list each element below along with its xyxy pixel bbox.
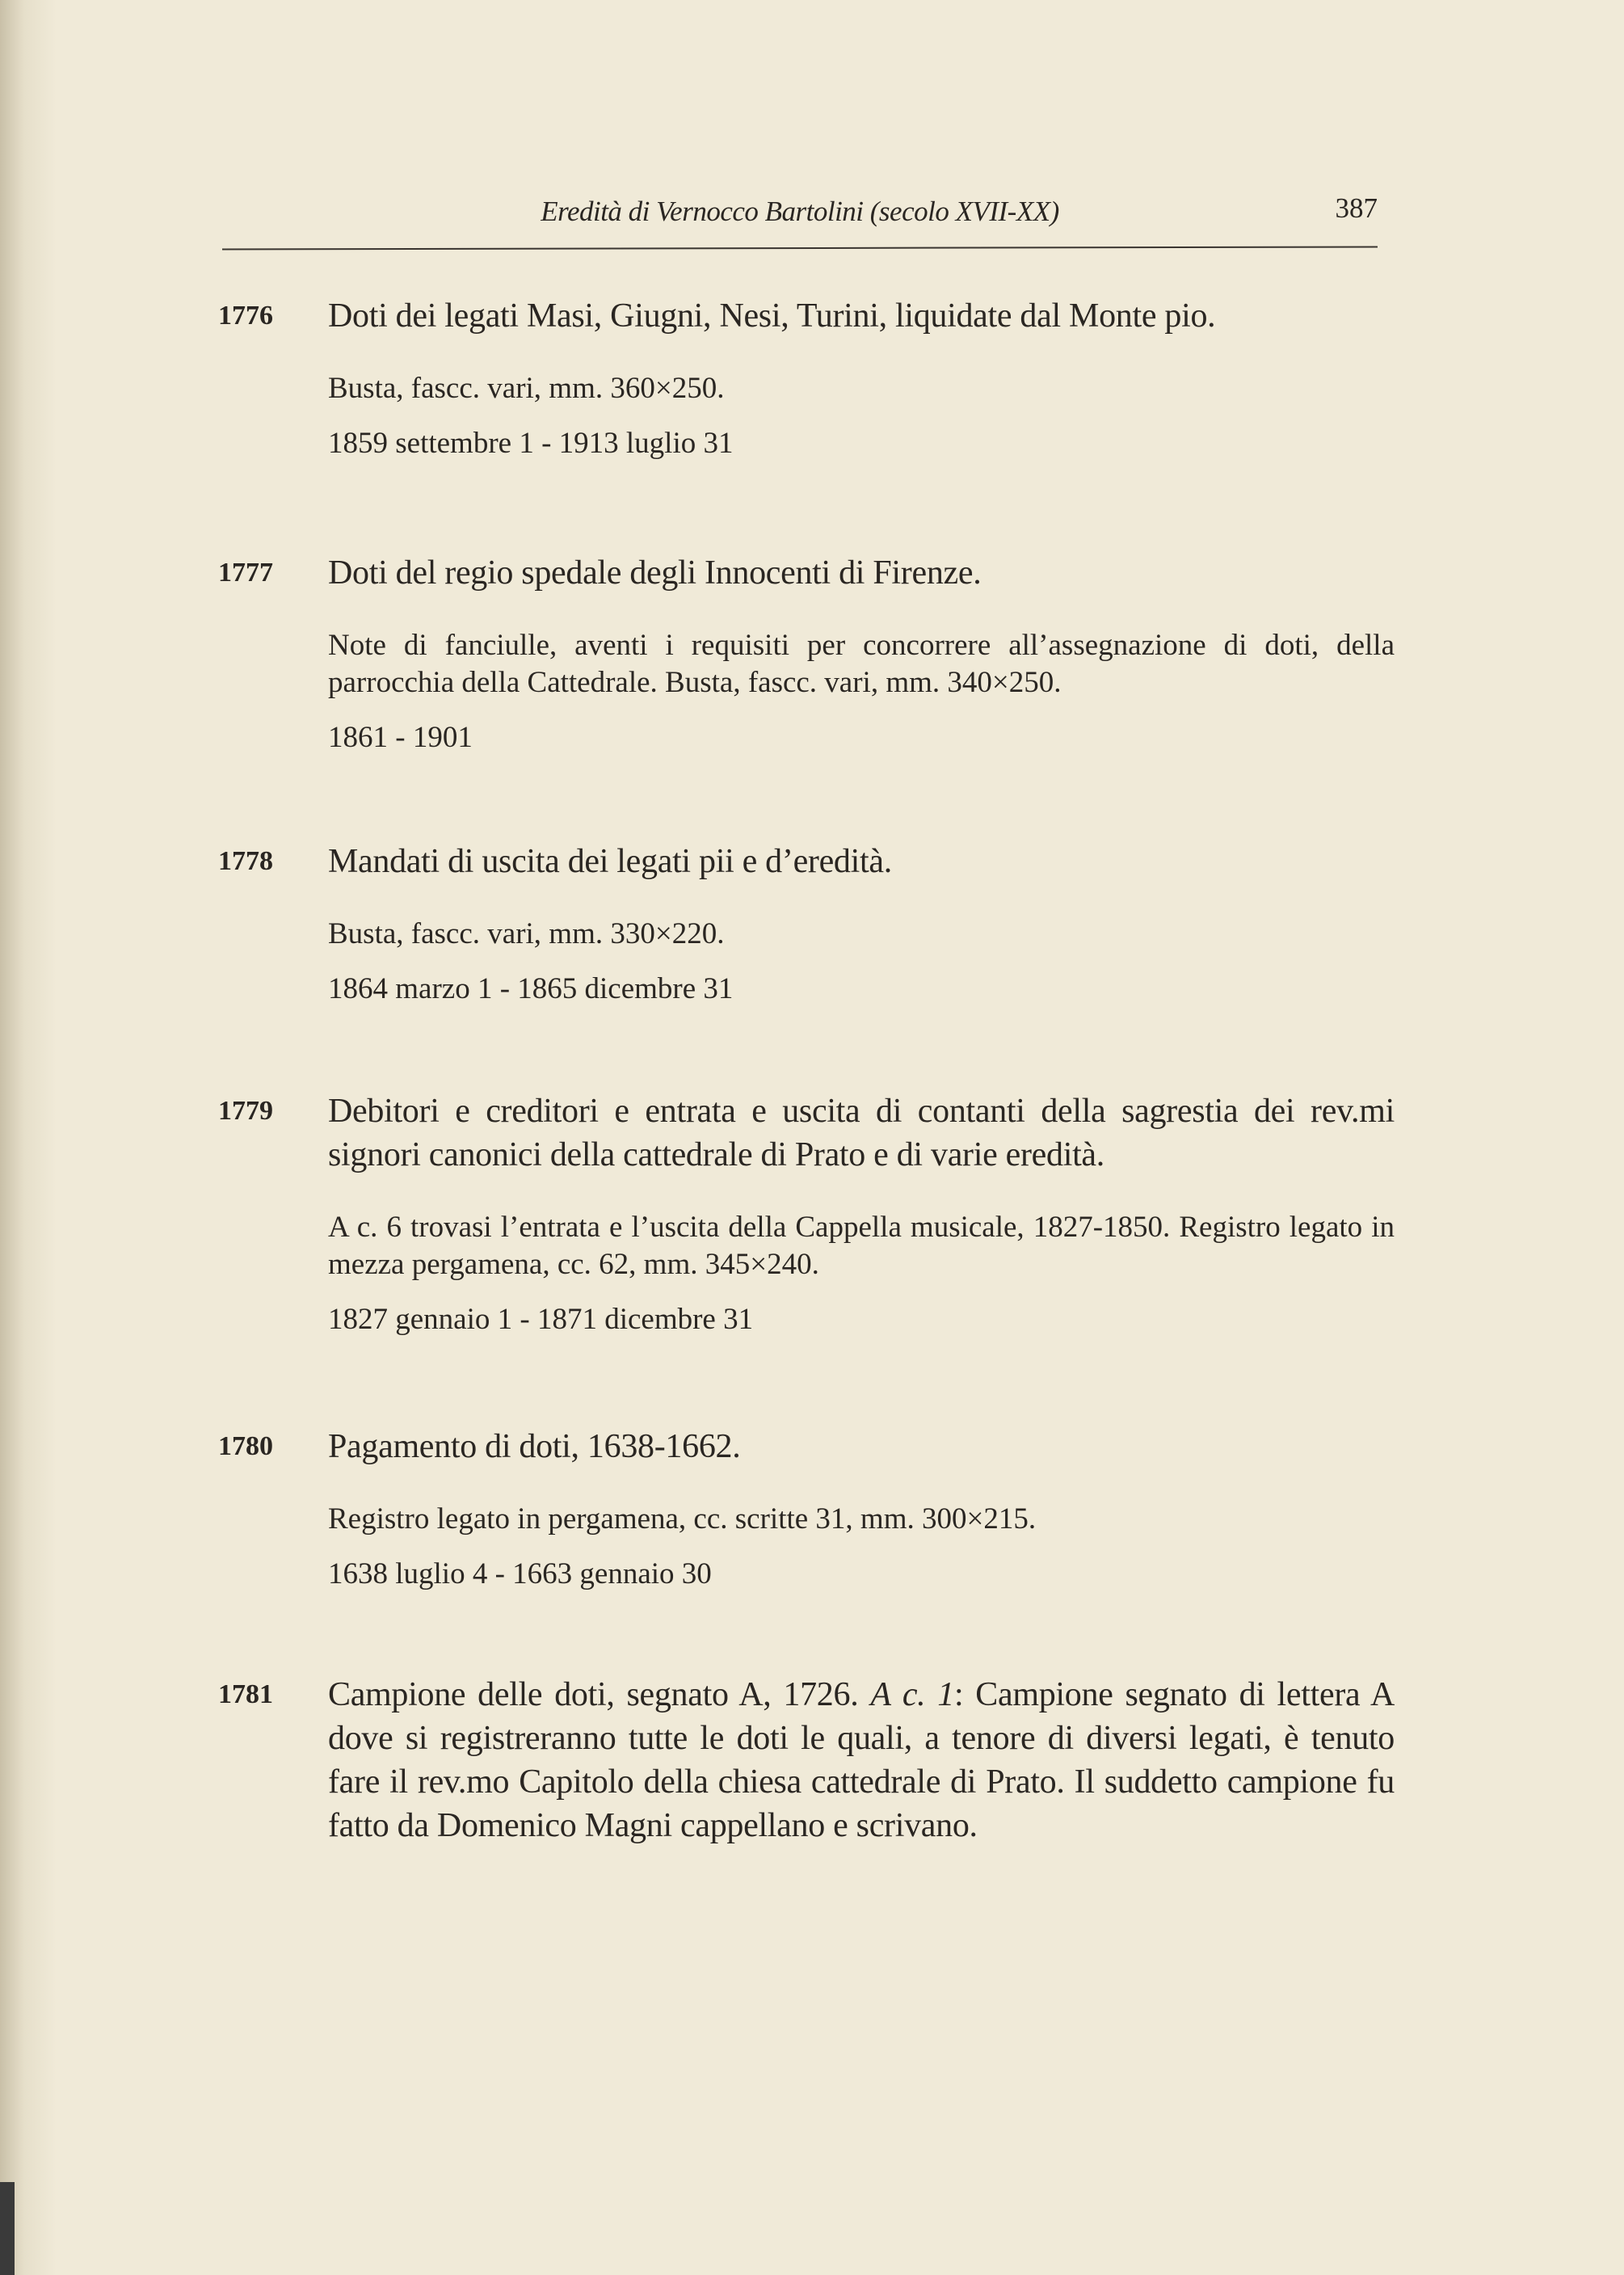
page-number: 387 xyxy=(1335,192,1378,224)
entry-title: Pagamento di doti, 1638-1662. xyxy=(328,1428,741,1465)
entry-number: 1776 xyxy=(218,301,273,331)
entry-number: 1779 xyxy=(218,1096,273,1126)
entry-date: 1864 marzo 1 - 1865 dicembre 31 xyxy=(328,972,734,1005)
entry-title-part: Campione delle doti, segnato A, 1726. xyxy=(328,1676,859,1713)
entry-date: 1638 luglio 4 - 1663 gennaio 30 xyxy=(328,1557,712,1590)
entry-description: Note di fanciulle, aventi i requisiti per concorrere all’assegnazione di doti, della parrocchia della Cattedrale. Busta, fascc. vari, mm. 340×250. xyxy=(328,629,1395,699)
entry-date: 1859 settembre 1 - 1913 luglio 31 xyxy=(328,427,734,460)
page-header xyxy=(222,192,1378,241)
entry-date: 1827 gennaio 1 - 1871 dicembre 31 xyxy=(328,1303,754,1336)
running-title: Eredità di Vernocco Bartolini (secolo XVII-XX) xyxy=(541,196,1059,227)
entry-title: Doti dei legati Masi, Giugni, Nesi, Turini, liquidate dal Monte pio. xyxy=(328,297,1216,335)
entry-number: 1781 xyxy=(218,1679,273,1709)
entry-title: Debitori e creditori e entrata e uscita di contanti della sagrestia dei rev.mi signori canonici della cattedrale di Prato e di varie eredità. xyxy=(328,1093,1395,1173)
entry-number: 1778 xyxy=(218,846,273,876)
entry-number: 1780 xyxy=(218,1431,273,1461)
book-binding-shadow xyxy=(0,0,57,2275)
scan-edge xyxy=(0,2182,15,2275)
entry-description: A c. 6 trovasi l’entrata e l’uscita della Cappella musicale, 1827-1850. Registro legato in mezza pergamena, cc. 62, mm. 345×240. xyxy=(328,1211,1395,1281)
entry-title xyxy=(328,1673,1395,1847)
entry-description: Busta, fascc. vari, mm. 360×250. xyxy=(328,372,725,405)
entry-title: Mandati di uscita dei legati pii e d’eredità. xyxy=(328,843,892,880)
entry-title-italic: A c. 1 xyxy=(870,1676,955,1713)
entry-description: Busta, fascc. vari, mm. 330×220. xyxy=(328,917,725,950)
header-rule xyxy=(222,246,1378,251)
entry-number: 1777 xyxy=(218,558,273,588)
entry-date: 1861 - 1901 xyxy=(328,721,473,754)
entry-description: Registro legato in pergamena, cc. scritte 31, mm. 300×215. xyxy=(328,1502,1037,1536)
entry-title-part: : Campione segnato di lettera A dove si registreranno tutte le doti le quali, a tenore di diversi legati, è tenuto fare il rev.mo Capitolo della chiesa cattedrale di Prato. Il suddetto campione fu fatto da Domenico Magni cappellano e scrivano. xyxy=(328,1676,1395,1844)
entry-title: Doti del regio spedale degli Innocenti di Firenze. xyxy=(328,554,982,592)
